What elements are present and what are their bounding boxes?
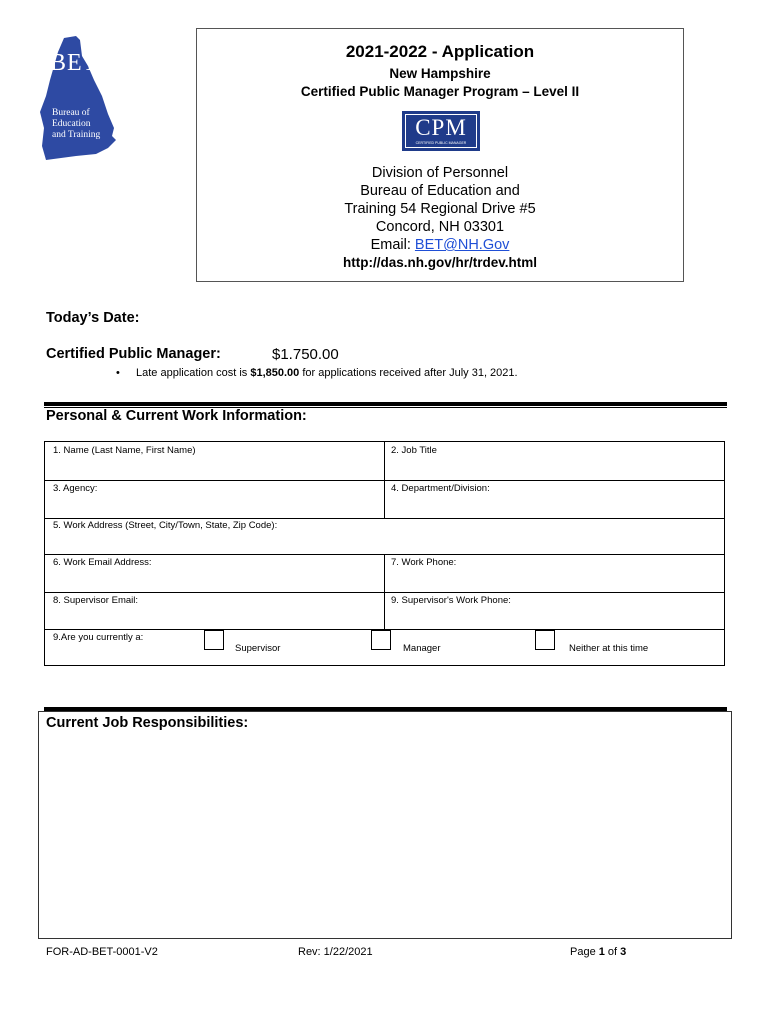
email-line [197,237,683,253]
supervisor-checkbox[interactable] [204,630,224,650]
agency-field[interactable]: 3. Agency: [53,483,98,494]
program-name: Certified Public Manager Program – Level II [300,84,580,99]
manager-checkbox[interactable] [371,630,391,650]
role-question: 9.Are you currently a: [53,632,144,643]
late-prefix: Late application cost is [136,367,251,379]
page-number [570,946,626,958]
page-prefix: Page [570,946,599,958]
neither-checkbox[interactable] [535,630,555,650]
neither-option-label: Neither at this time [569,643,649,654]
personal-info-form [44,441,725,666]
logo-line-1: Bureau of [52,108,90,118]
cpm-logo-subtext: CERTIFIED PUBLIC MANAGER [415,141,467,145]
bet-letters: BET [50,50,99,76]
email-label: Email: [370,237,415,253]
cpm-price: $1.750.00 [272,346,339,363]
section-title-responsibilities: Current Job Responsibilities: [46,715,249,731]
email-link[interactable]: BET@NH.Gov [414,237,510,253]
logo-line-2: Education [52,119,91,129]
city-address: Concord, NH 03301 [375,219,505,235]
page-total: 3 [620,946,627,958]
section-divider [44,402,727,406]
section-title-personal: Personal & Current Work Information: [46,408,307,424]
revision-date: Rev: 1/22/2021 [298,946,373,958]
cpm-logo [402,111,480,151]
late-suffix: for applications received after July 31, 2021. [299,367,518,379]
website-url[interactable]: http://das.nh.gov/hr/trdev.html [343,255,537,270]
cpm-price-label: Certified Public Manager: [46,346,221,362]
page-of: of [604,946,621,958]
bet-logo [36,36,118,164]
late-amount: $1,850.00 [250,367,300,379]
form-id: FOR-AD-BET-0001-V2 [46,946,158,958]
supervisor-option-label: Supervisor [235,643,281,654]
late-cost-note [136,367,518,379]
todays-date-label: Today’s Date: [46,310,140,326]
department-field[interactable]: 4. Department/Division: [391,483,490,494]
supervisor-email-field[interactable]: 8. Supervisor Email: [53,595,139,606]
application-title: 2021-2022 - Application [345,42,535,61]
cpm-logo-text: CPM [415,115,467,140]
bureau-name: Bureau of Education and [360,183,520,199]
job-responsibilities-box[interactable] [38,711,732,939]
supervisor-phone-field[interactable]: 9. Supervisor's Work Phone: [391,595,511,606]
logo-line-3: and Training [52,130,101,140]
street-address: Training 54 Regional Drive #5 [344,201,536,217]
name-field[interactable]: 1. Name (Last Name, First Name) [53,445,196,456]
state-name: New Hampshire [389,66,491,81]
work-address-field[interactable]: 5. Work Address (Street, City/Town, State, Zip Code): [53,520,278,531]
work-email-field[interactable]: 6. Work Email Address: [53,557,152,568]
work-phone-field[interactable]: 7. Work Phone: [391,557,457,568]
page-current: 1 [598,946,605,958]
bullet-icon: • [116,367,120,379]
header-box [196,28,684,282]
division-name: Division of Personnel [371,165,509,181]
job-title-field[interactable]: 2. Job Title [391,445,437,456]
manager-option-label: Manager [403,643,441,654]
